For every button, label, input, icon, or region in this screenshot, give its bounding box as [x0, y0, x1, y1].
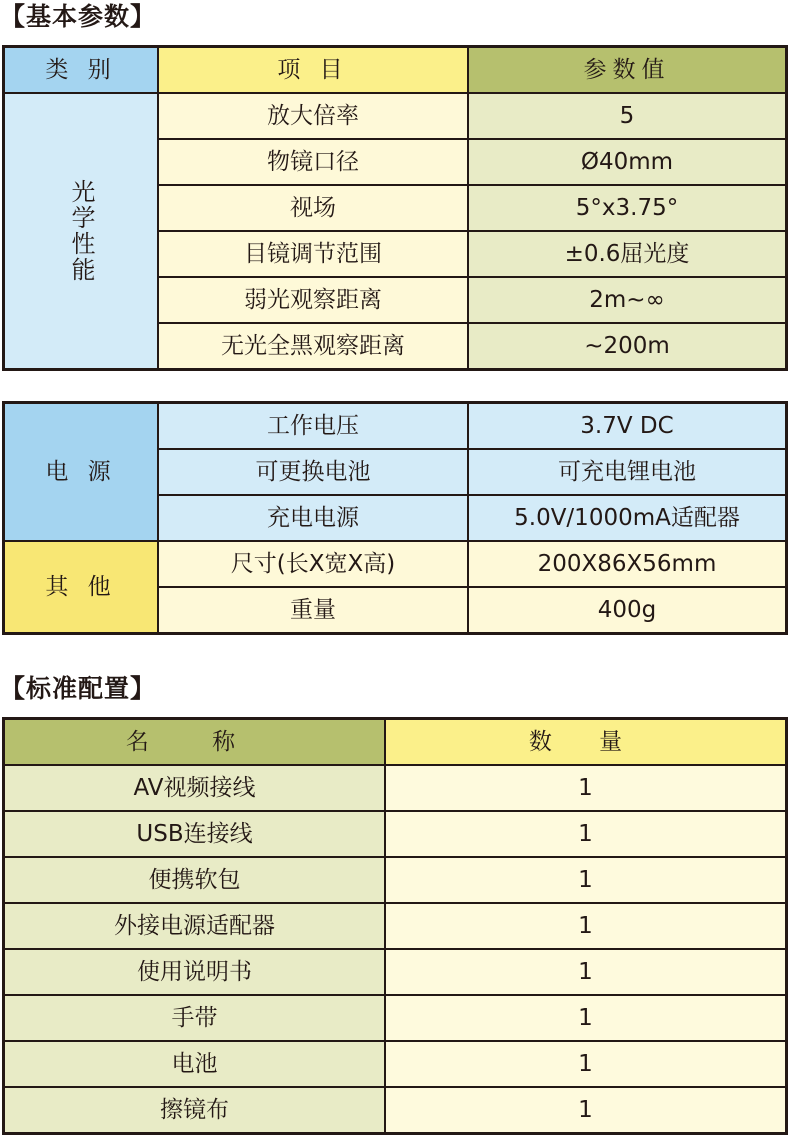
category-optical: 光学性能 [4, 93, 158, 369]
row-value: 2m~∞ [468, 277, 786, 323]
category-other: 其 他 [4, 541, 158, 633]
row-qty: 1 [385, 765, 786, 811]
row-qty: 1 [385, 857, 786, 903]
row-item: 重量 [158, 587, 468, 633]
row-name: 擦镜布 [4, 1087, 385, 1133]
row-name: USB连接线 [4, 811, 385, 857]
row-value: 3.7V DC [468, 403, 786, 449]
header-category: 类 别 [4, 47, 158, 93]
row-item: 目镜调节范围 [158, 231, 468, 277]
row-value: 可充电锂电池 [468, 449, 786, 495]
row-qty: 1 [385, 1041, 786, 1087]
section-title-basic-params: 【基本参数】 [0, 2, 157, 31]
row-item: 充电电源 [158, 495, 468, 541]
row-name: 电池 [4, 1041, 385, 1087]
row-value: 200X86X56mm [468, 541, 786, 587]
standard-config-table [3, 718, 787, 1134]
row-qty: 1 [385, 995, 786, 1041]
row-value: ±0.6屈光度 [468, 231, 786, 277]
header-qty: 数 量 [385, 719, 786, 765]
row-item: 无光全黑观察距离 [158, 323, 468, 369]
row-item: 弱光观察距离 [158, 277, 468, 323]
row-item: 尺寸(长X宽X高) [158, 541, 468, 587]
row-qty: 1 [385, 1087, 786, 1133]
row-name: AV视频接线 [4, 765, 385, 811]
row-value: Ø40mm [468, 139, 786, 185]
category-power: 电 源 [4, 403, 158, 541]
row-value: ~200m [468, 323, 786, 369]
row-name: 手带 [4, 995, 385, 1041]
basic-params-table [3, 46, 787, 370]
power-other-table [3, 402, 787, 634]
row-value: 5.0V/1000mA适配器 [468, 495, 786, 541]
row-name: 便携软包 [4, 857, 385, 903]
header-item: 项 目 [158, 47, 468, 93]
row-qty: 1 [385, 903, 786, 949]
row-item: 放大倍率 [158, 93, 468, 139]
row-item: 可更换电池 [158, 449, 468, 495]
row-qty: 1 [385, 811, 786, 857]
row-item: 物镜口径 [158, 139, 468, 185]
row-value: 400g [468, 587, 786, 633]
row-item: 工作电压 [158, 403, 468, 449]
row-value: 5 [468, 93, 786, 139]
section-title-standard-config: 【标准配置】 [0, 674, 157, 703]
row-item: 视场 [158, 185, 468, 231]
header-value: 参数值 [468, 47, 786, 93]
row-value: 5°x3.75° [468, 185, 786, 231]
row-name: 外接电源适配器 [4, 903, 385, 949]
row-name: 使用说明书 [4, 949, 385, 995]
row-qty: 1 [385, 949, 786, 995]
header-name: 名 称 [4, 719, 385, 765]
